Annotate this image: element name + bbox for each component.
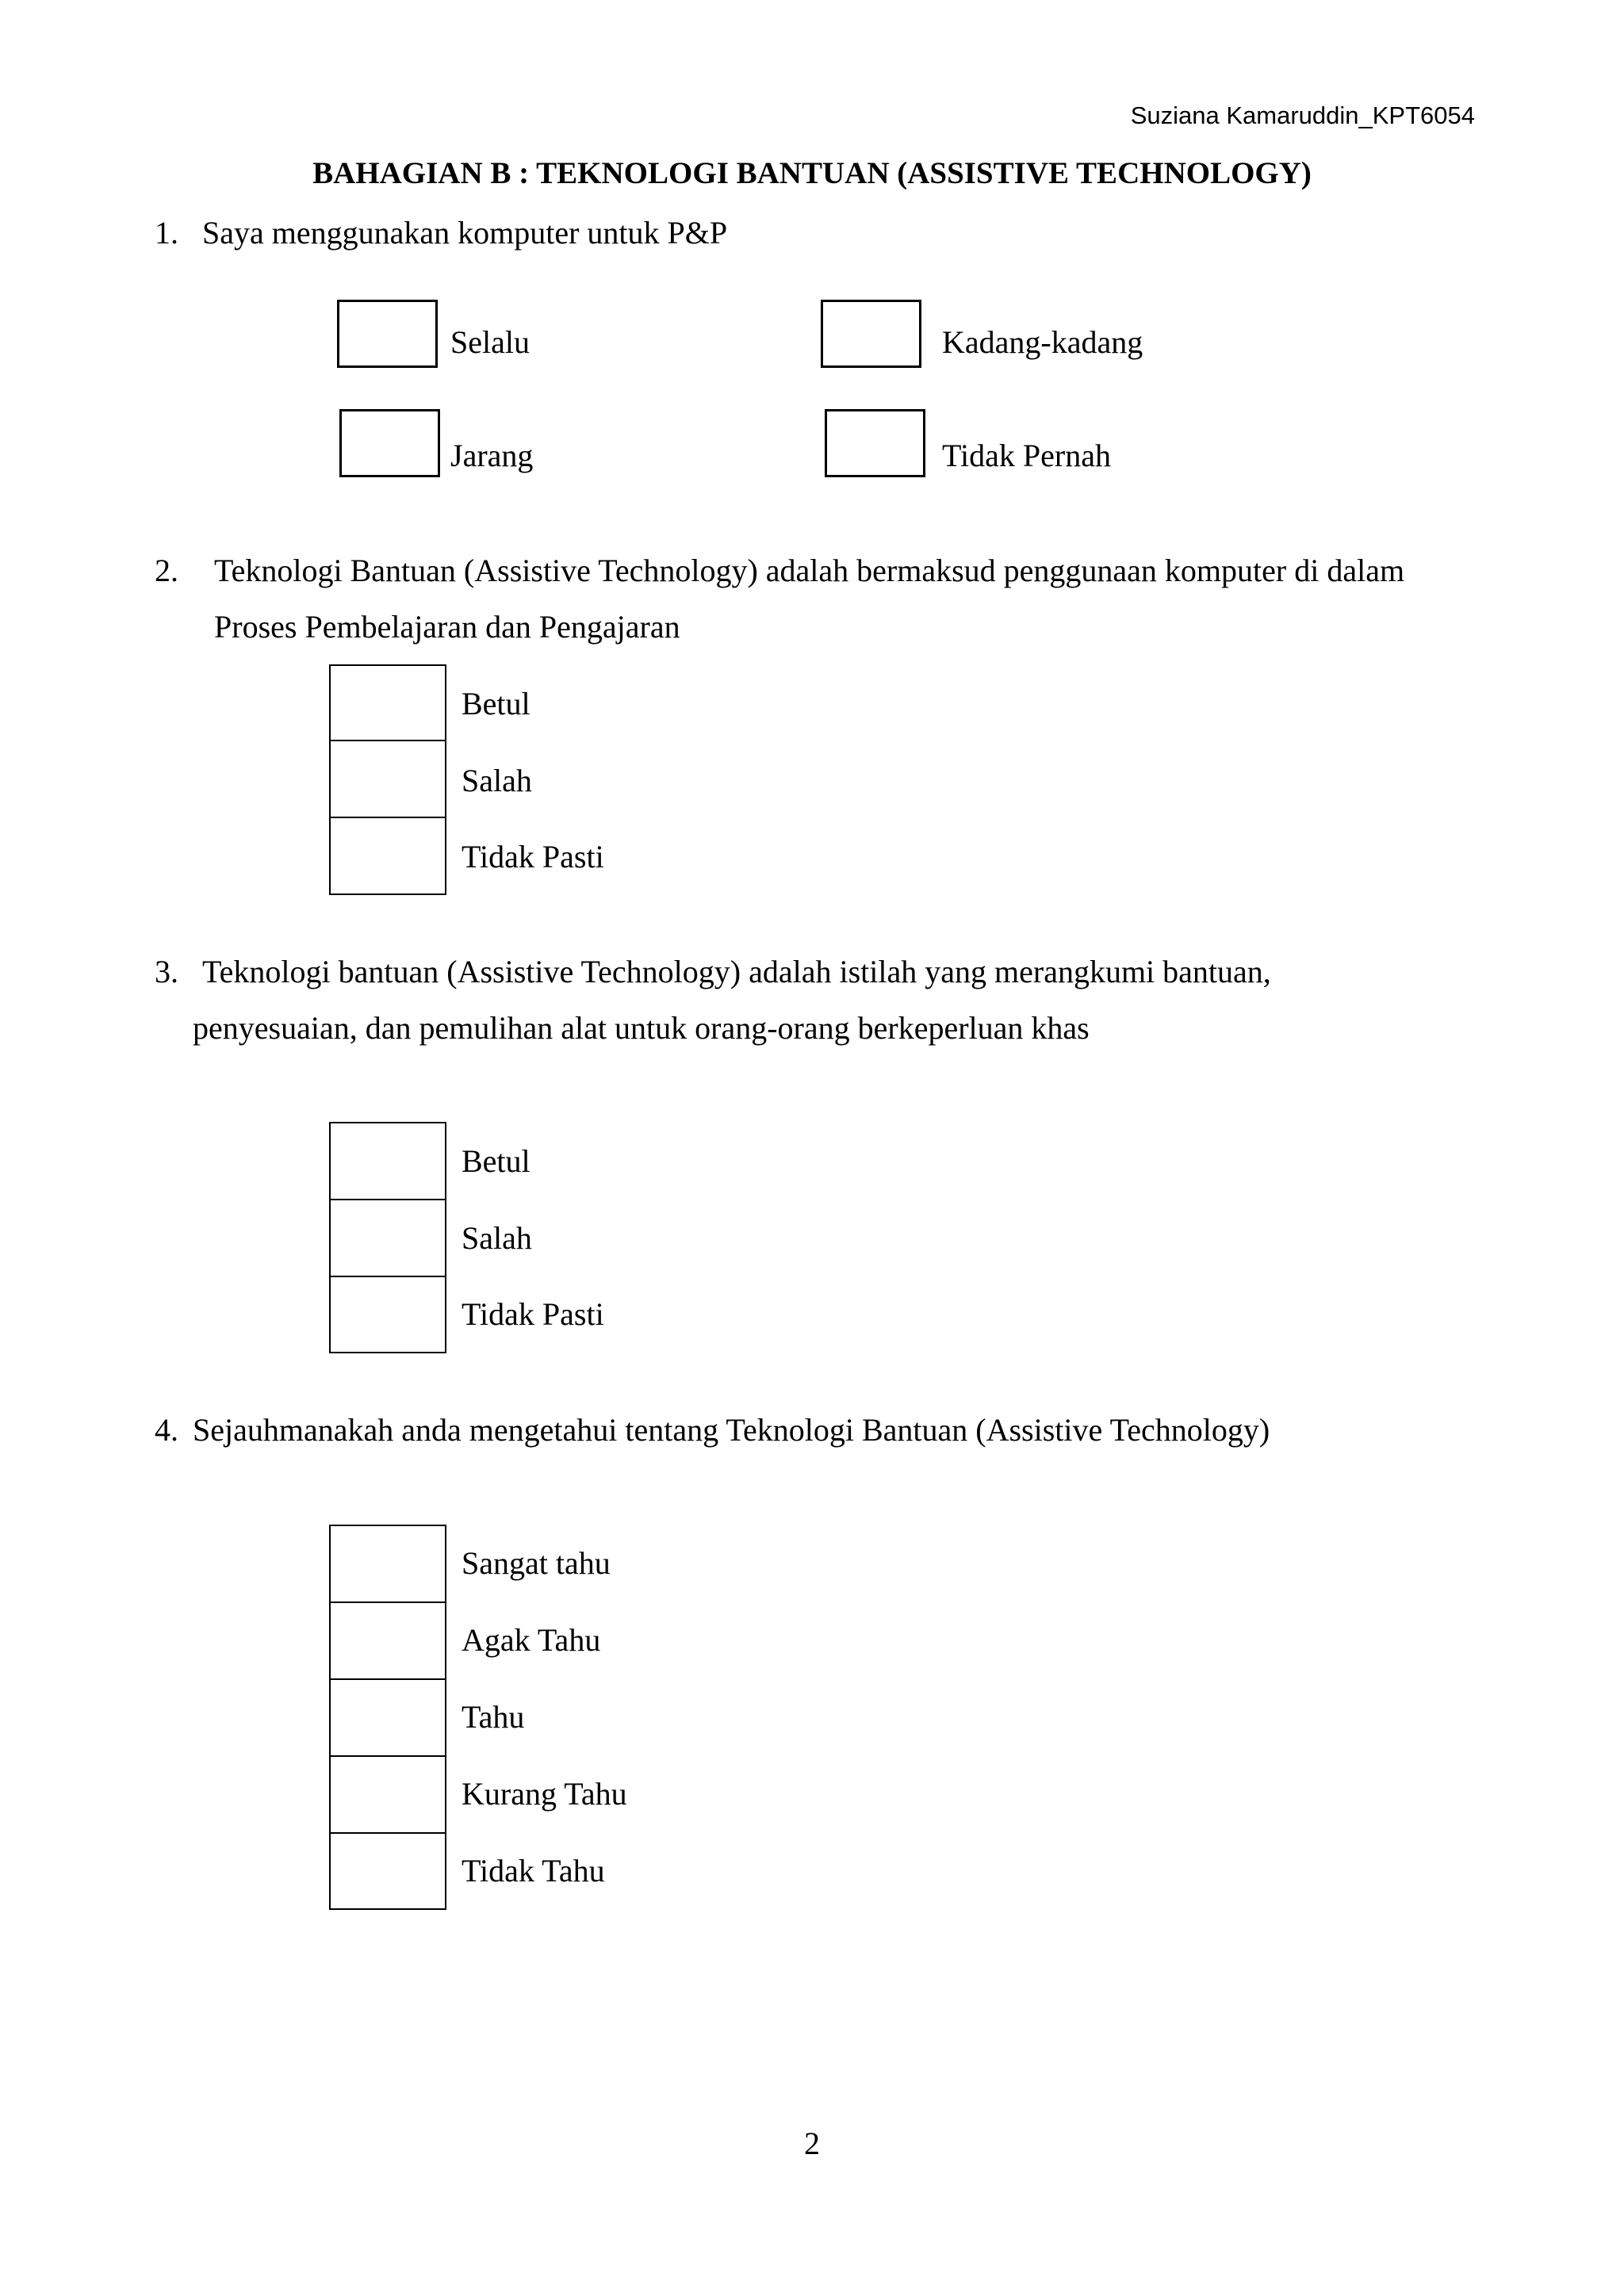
question-text: Proses Pembelajaran dan Pengajaran — [214, 609, 680, 645]
option-label: Jarang — [450, 438, 534, 473]
answer-checkbox[interactable] — [329, 817, 446, 895]
option-label: Tahu — [462, 1699, 525, 1735]
option-label: Salah — [462, 763, 532, 798]
option-label: Kurang Tahu — [462, 1776, 627, 1812]
answer-checkbox[interactable] — [329, 740, 446, 818]
option-label: Agak Tahu — [462, 1622, 601, 1658]
option-label: Tidak Pasti — [462, 839, 604, 874]
option-label: Betul — [462, 1143, 530, 1179]
question-number: 4. — [155, 1412, 178, 1448]
answer-checkbox[interactable] — [329, 1525, 446, 1603]
answer-checkbox[interactable] — [825, 409, 925, 477]
option-label: Tidak Pasti — [462, 1296, 604, 1332]
question-text: Teknologi bantuan (Assistive Technology) adalah istilah yang merangkumi bantuan, — [202, 954, 1271, 989]
question-text: Saya menggunakan komputer untuk P&P — [202, 215, 728, 251]
option-label: Tidak Pernah — [942, 438, 1111, 473]
answer-checkbox[interactable] — [329, 1755, 446, 1834]
answer-checkbox[interactable] — [329, 1276, 446, 1353]
question-number: 2. — [155, 553, 178, 588]
option-label: Betul — [462, 686, 530, 721]
page-number: 2 — [804, 2126, 820, 2161]
option-label: Tidak Tahu — [462, 1853, 605, 1888]
question-number: 3. — [155, 954, 178, 989]
question-text: penyesuaian, dan pemulihan alat untuk orang-orang berkeperluan khas — [193, 1010, 1090, 1046]
answer-checkbox[interactable] — [329, 1122, 446, 1200]
answer-checkbox[interactable] — [329, 1832, 446, 1910]
author-course-note: Suziana Kamaruddin_KPT6054 — [1130, 101, 1475, 129]
answer-checkbox[interactable] — [329, 1678, 446, 1757]
section-title: BAHAGIAN B : TEKNOLOGI BANTUAN (ASSISTIVE TECHNOLOGY) — [312, 156, 1312, 190]
option-label: Selalu — [450, 324, 530, 360]
answer-checkbox[interactable] — [329, 1199, 446, 1277]
question-text: Sejauhmanakah anda mengetahui tentang Teknologi Bantuan (Assistive Technology) — [193, 1412, 1270, 1448]
question-number: 1. — [155, 215, 178, 251]
option-label: Salah — [462, 1220, 532, 1256]
answer-checkbox[interactable] — [329, 1601, 446, 1680]
option-label: Kadang-kadang — [942, 324, 1143, 360]
answer-checkbox[interactable] — [337, 300, 438, 368]
answer-checkbox[interactable] — [339, 409, 440, 477]
answer-checkbox[interactable] — [329, 664, 446, 741]
option-label: Sangat tahu — [462, 1545, 611, 1581]
answer-checkbox[interactable] — [821, 300, 921, 368]
question-text: Teknologi Bantuan (Assistive Technology) adalah bermaksud penggunaan komputer di dalam — [214, 553, 1405, 588]
